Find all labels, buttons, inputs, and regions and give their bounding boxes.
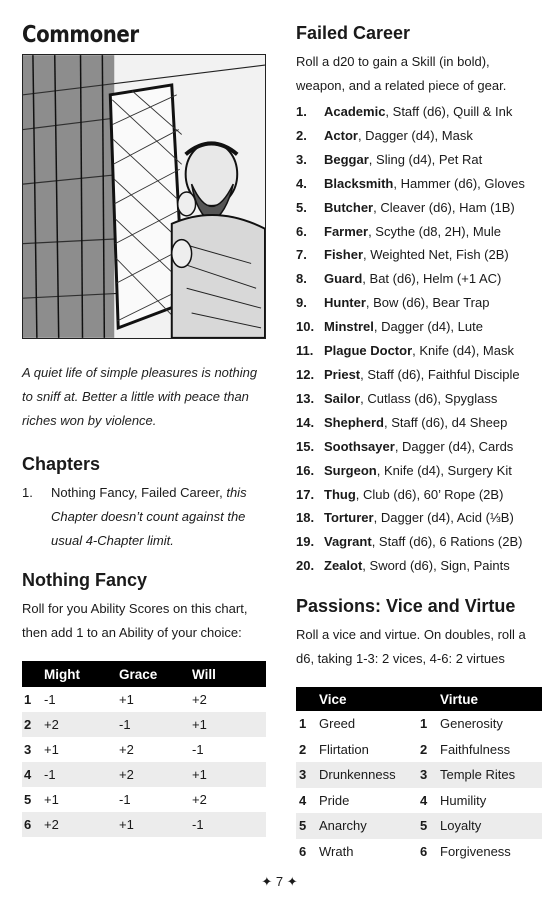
career-number: 1. (296, 104, 307, 119)
career-text (324, 339, 514, 363)
career-number: 18. (296, 510, 315, 526)
table-cell: 3 (417, 762, 437, 788)
career-skill: Butcher (324, 199, 374, 215)
career-skill: Plague Doctor (324, 343, 413, 359)
right-column (296, 20, 542, 864)
table-header-row (22, 661, 266, 687)
table-cell: +1 (188, 712, 266, 737)
table-cell: 3 (296, 762, 316, 788)
career-gear: , Staff (d6), Faithful Disciple (360, 366, 520, 382)
chapter-names: Nothing Fancy, Failed Career, (51, 485, 227, 500)
table-cell: 5 (296, 813, 316, 839)
chapter-note: this Chapter doesn’t count against the usual 4-Chapter limit. (51, 485, 247, 548)
career-number: 6. (296, 223, 307, 239)
column-header (22, 661, 40, 687)
table-row (22, 762, 266, 787)
career-skill: Vagrant (324, 534, 372, 550)
page-number: ✦ 7 ✦ (261, 874, 298, 889)
career-text (324, 196, 515, 220)
table-row (22, 787, 266, 812)
career-skill: Hunter (324, 295, 366, 311)
career-skill: Academic (324, 104, 386, 119)
career-gear: , Knife (d4), Mask (412, 343, 514, 359)
career-number: 5. (296, 199, 307, 215)
career-text (324, 530, 522, 554)
career-number: 9. (296, 295, 307, 311)
table-cell: Humility (440, 792, 487, 808)
table-cell: +2 (115, 762, 188, 787)
chapters-heading: Chapters (22, 454, 101, 474)
table-cell: +2 (119, 742, 134, 757)
table-cell: Anarchy (316, 813, 417, 839)
ability-scores-table (22, 661, 266, 837)
table-cell: Faithfulness (440, 741, 511, 757)
career-text (324, 220, 501, 244)
career-gear: , Staff (d6), d4 Sheep (383, 414, 508, 430)
career-gear: , Dagger (d4), Acid (⅓B) (373, 510, 514, 526)
chapters-list (22, 481, 266, 553)
career-gear: , Scythe (d8, 2H), Mule (368, 223, 502, 239)
career-number: 13. (296, 390, 315, 406)
list-item (296, 483, 542, 507)
career-number: 14. (296, 414, 315, 430)
career-number: 19. (296, 534, 315, 550)
career-text (324, 387, 497, 411)
column-header-virtue: Virtue (437, 687, 542, 711)
passions-heading: Passions: Vice and Virtue (296, 596, 516, 617)
list-item (296, 148, 542, 172)
list-item (296, 124, 542, 148)
career-text (324, 483, 503, 507)
flavor-text: A quiet life of simple pleasures is nothing to sniff at. Better a little with peace than riches won by violence. (22, 365, 258, 428)
career-text (324, 363, 520, 387)
failed-career-intro: Roll a d20 to gain a Skill (in bold), weapon, and a related piece of gear. (296, 54, 507, 93)
career-text (324, 554, 510, 578)
career-text (324, 100, 512, 124)
career-skill: Shepherd (324, 414, 384, 430)
list-item (296, 291, 542, 315)
list-item (296, 267, 542, 291)
career-number: 2. (296, 127, 307, 143)
career-number: 10. (296, 319, 315, 335)
table-cell: +1 (188, 762, 266, 787)
table-cell: 3 (24, 742, 32, 757)
table-row (296, 839, 542, 865)
table-row (22, 687, 266, 712)
career-number: 17. (296, 486, 315, 502)
left-column (22, 20, 266, 837)
table-row (22, 712, 266, 737)
career-list (296, 100, 542, 578)
career-skill: Soothsayer (324, 438, 395, 454)
list-item (296, 220, 542, 244)
career-skill: Actor (324, 127, 358, 143)
career-skill: Sailor (324, 390, 361, 406)
career-text (324, 506, 514, 530)
career-gear: , Dagger (d4), Mask (357, 127, 473, 143)
career-gear: , Staff (d6), Quill & Ink (385, 104, 513, 119)
career-skill: Blacksmith (324, 175, 394, 191)
table-header-row (296, 687, 542, 711)
list-item (296, 435, 542, 459)
table-cell: -1 (40, 762, 115, 787)
career-skill: Surgeon (324, 462, 377, 478)
list-item (296, 506, 542, 530)
career-number: 4. (296, 175, 307, 191)
table-cell: Drunkenness (316, 762, 417, 788)
career-gear: , Cutlass (d6), Spyglass (360, 390, 498, 406)
career-text (324, 315, 483, 339)
career-gear: , Club (d6), 60’ Rope (2B) (355, 486, 504, 502)
career-gear: , Knife (d4), Surgery Kit (376, 462, 512, 478)
table-cell: 2 (22, 712, 40, 737)
career-number: 12. (296, 366, 315, 382)
table-cell: 4 (420, 792, 428, 808)
list-item (296, 459, 542, 483)
list-item (296, 411, 542, 435)
career-number: 11. (296, 343, 314, 359)
career-gear: , Sword (d6), Sign, Paints (362, 558, 510, 574)
career-text (324, 124, 473, 148)
table-cell: +1 (119, 692, 134, 707)
list-item (296, 315, 542, 339)
table-cell: Pride (319, 792, 350, 808)
career-number: 8. (296, 271, 307, 287)
career-text (324, 459, 512, 483)
table-cell: 6 (22, 812, 40, 837)
career-number: 20. (296, 558, 315, 574)
column-header-blank (296, 687, 316, 711)
table-cell: Flirtation (319, 741, 369, 757)
career-skill: Farmer (324, 223, 369, 239)
career-skill: Thug (324, 486, 356, 502)
column-header: Might (40, 661, 115, 687)
table-cell: +1 (44, 792, 59, 807)
list-item (296, 196, 542, 220)
table-cell: +2 (192, 692, 207, 707)
list-item (296, 339, 542, 363)
career-number: 16. (296, 462, 315, 478)
failed-career-heading: Failed Career (296, 23, 411, 43)
table-row (296, 762, 542, 788)
table-cell: 4 (22, 762, 40, 787)
list-item (22, 481, 266, 553)
career-skill: Priest (324, 366, 361, 382)
career-gear: , Cleaver (d6), Ham (1B) (373, 199, 515, 215)
column-header-blank (417, 687, 437, 711)
career-gear: , Hammer (d6), Gloves (393, 175, 525, 191)
table-cell: Loyalty (437, 813, 542, 839)
table-cell: Greed (319, 716, 356, 732)
career-gear: , Bat (d6), Helm (+1 AC) (362, 271, 502, 287)
table-cell: +2 (40, 712, 115, 737)
table-cell: -1 (44, 692, 56, 707)
table-cell: 2 (420, 741, 428, 757)
career-text (324, 411, 507, 435)
table-cell: -1 (192, 742, 204, 757)
list-item (296, 172, 542, 196)
table-row (22, 737, 266, 762)
table-cell: 5 (417, 813, 437, 839)
table-cell: +2 (192, 792, 207, 807)
career-skill: Beggar (324, 151, 369, 167)
page-title: Commoner (22, 22, 139, 48)
list-item (296, 530, 542, 554)
list-item (296, 363, 542, 387)
nothing-fancy-intro: Roll for you Ability Scores on this chart, then add 1 to an Ability of your choice: (22, 601, 248, 640)
career-skill: Fisher (324, 247, 364, 263)
column-header: Grace (115, 661, 188, 687)
table-cell: +1 (44, 742, 59, 757)
table-cell: 6 (420, 843, 428, 859)
table-cell: Wrath (319, 843, 354, 859)
career-skill: Zealot (324, 558, 363, 574)
career-gear: , Bow (d6), Bear Trap (365, 295, 490, 311)
career-text (324, 243, 509, 267)
commoner-illustration (22, 54, 266, 339)
career-text (324, 148, 482, 172)
table-cell: 1 (420, 716, 428, 732)
career-text (324, 267, 501, 291)
career-text (324, 172, 525, 196)
table-cell: -1 (119, 792, 131, 807)
table-row (296, 737, 542, 763)
career-gear: , Dagger (d4), Cards (394, 438, 514, 454)
table-cell: 5 (24, 792, 32, 807)
career-gear: , Sling (d4), Pet Rat (368, 151, 483, 167)
table-row (296, 788, 542, 814)
list-item (296, 100, 542, 124)
career-gear: , Dagger (d4), Lute (373, 319, 483, 335)
nothing-fancy-heading: Nothing Fancy (22, 570, 147, 590)
passions-intro: Roll a vice and virtue. On doubles, roll a d6, taking 1-3: 2 vices, 4-6: 2 virtues (296, 627, 526, 667)
list-item (296, 243, 542, 267)
table-cell: +1 (115, 812, 188, 837)
table-cell: -1 (115, 712, 188, 737)
table-row (22, 812, 266, 837)
vice-virtue-table (296, 687, 542, 864)
career-skill: Guard (324, 271, 363, 287)
column-header: Will (188, 661, 266, 687)
table-cell: 2 (299, 741, 307, 757)
table-cell: 6 (299, 843, 307, 859)
table-cell: Generosity (440, 716, 503, 732)
list-item (296, 387, 542, 411)
career-text (324, 291, 489, 315)
table-cell: 1 (299, 716, 307, 732)
chapter-text (51, 481, 266, 553)
table-cell: +2 (40, 812, 115, 837)
career-number: 7. (296, 247, 307, 263)
table-row (296, 813, 542, 839)
table-cell: 1 (24, 692, 32, 707)
table-cell: 4 (299, 792, 307, 808)
table-cell: Forgiveness (440, 843, 511, 859)
column-header-vice: Vice (316, 687, 417, 711)
career-gear: , Staff (d6), 6 Rations (2B) (371, 534, 523, 550)
career-skill: Minstrel (324, 319, 374, 335)
table-cell: -1 (188, 812, 266, 837)
career-number: 3. (296, 151, 307, 167)
career-gear: , Weighted Net, Fish (2B) (363, 247, 509, 263)
career-skill: Torturer (324, 510, 374, 526)
chapter-number: 1. (22, 485, 33, 500)
list-item (296, 554, 542, 578)
table-row (296, 711, 542, 737)
career-text (324, 435, 513, 459)
career-number: 15. (296, 438, 315, 454)
table-cell: Temple Rites (437, 762, 542, 788)
